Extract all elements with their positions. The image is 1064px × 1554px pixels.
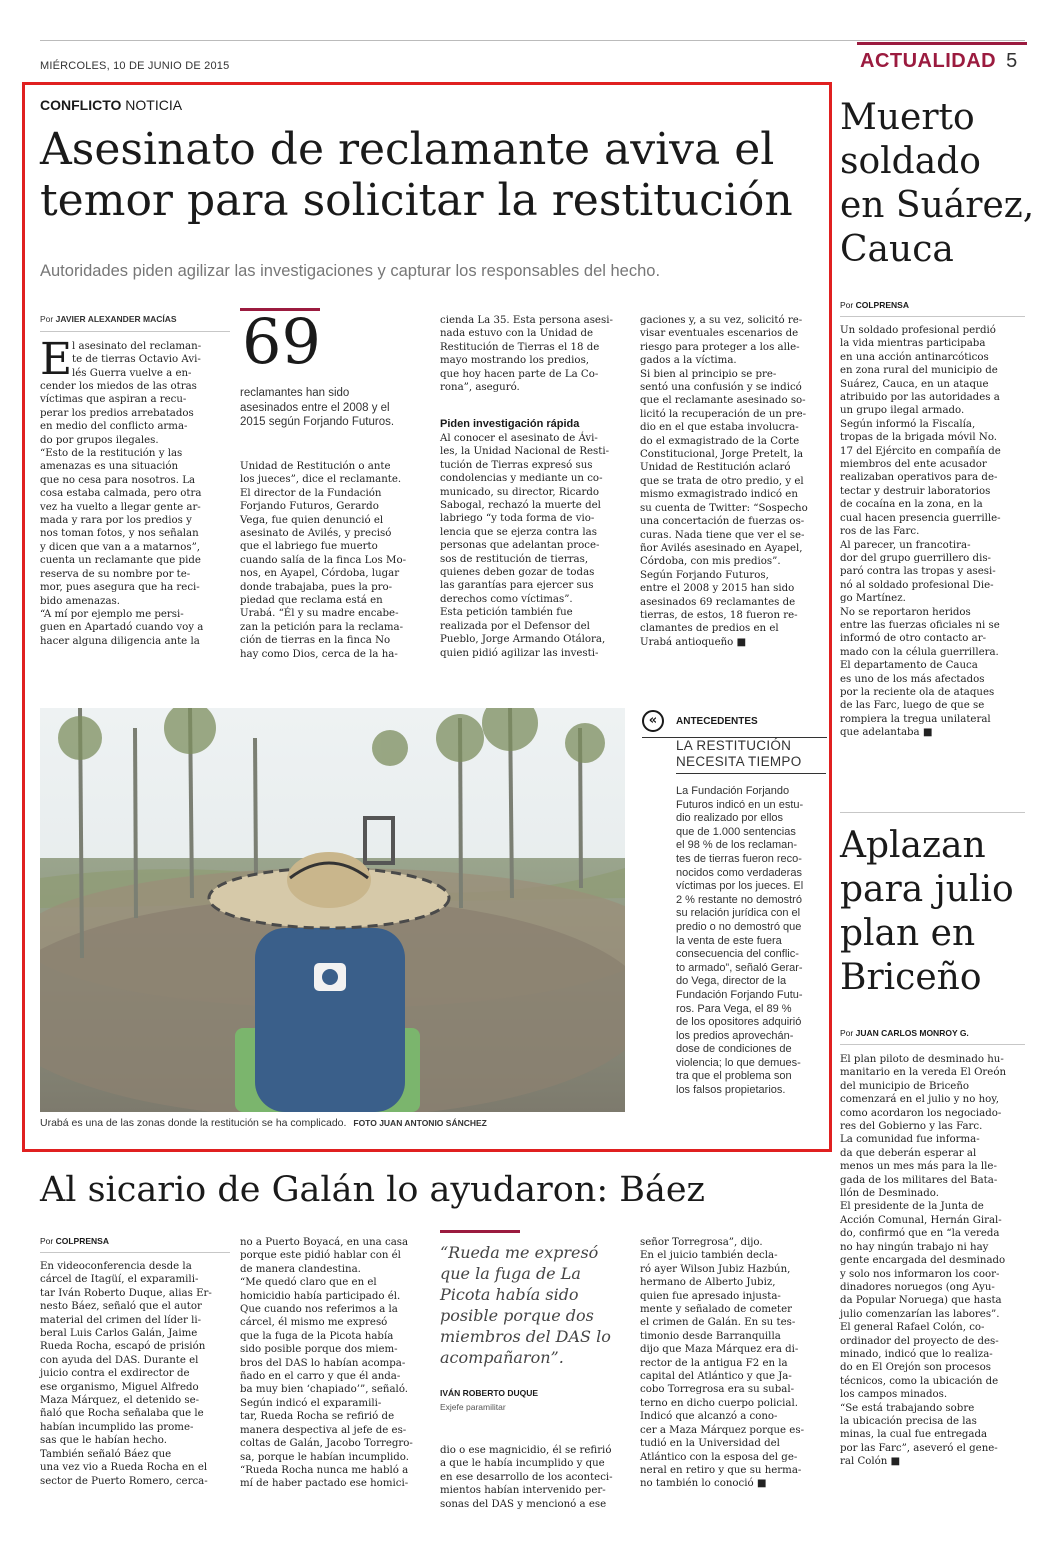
right1-byline-prefix: Por (840, 300, 854, 310)
right1-text: Un soldado profesional perdió la vida mientras participaba en una acción antinarcóticos en zona rural del municipio de Suárez, Cauca, en un ataque atribuido por las autoridades a un grupo ilegal armado. Según informó la Fiscalía, tropas de la brigada móvil No. 17 del Ejército en compañía de miembros del ente acusador realizaban operativos para de- tectar y destruir laboratorios de cocaína en la zona, en la cual hacen presencia guerrille- ros de las Farc. Al parecer, un francotira- dor del grupo guerrillero dis- paró contra las tropas y asesi- nó al soldado profesional Die- go Martínez. No se reportaron heridos entre las fuerzas oficiales ni se informó de otro contacto ar- mado con la célula guerrillera. El departamento de Cauca es uno de los más afectados por la reciente ola de ataques de las Farc, luego de que se rompiera la tregua unilateral que adelantaba ■ (840, 325, 1001, 739)
main-headline-line2: temor para solicitar la restitución (40, 175, 793, 226)
main-col3-subhead: Piden investigación rápida (440, 418, 580, 430)
right-divider (840, 812, 1025, 813)
main-headline (40, 124, 793, 226)
bottom-byline-name: COLPRENSA (55, 1236, 109, 1246)
page-number: 5 (1006, 50, 1018, 72)
main-col2: Unidad de Restitución o ante los jueces”, dice el reclamante. El director de la Fundación Forjando Futuros, Gerardo Vega, fue quien denunció el asesinato de Avilés, y precisó que el labriego fue muerto cuando salía de la finca Los Mo- nos, en Ayapel, Córdoba, lugar donde trabajaba, pues la pro- piedad que reclama está en Urabá. “Él y su madre encabe- zan la petición para la reclama- ción de tierras en la finca No hay como Dios, cerca de la ha- (240, 461, 407, 660)
main-col4: gaciones y, a su vez, solicitó re- visar eventuales escenarios de riesgo para proteger a los alle- gados a la víctima. Si bien al principio se pre- sentó una confusión y se indicó que el reclamante asesinado so- licitó la recuperación de un pre- dio en el que estaba involucra- do el exmagistrado de la Corte Constitucional, Jorge Pretelt, la Unidad de Restitución aclaró que se trata de otro predio, y el mismo exmagistrado indicó en su cuenta de Twitter: “Sospecho una concertación de fuerzas os- curas. Nada tiene que ver el se- ñor Avilés asesinado en Ayapel, Córdoba, con mis predios”. Según Forjando Futuros, entre el 2008 y 2015 han sido asesinados 69 reclamantes de tierras, de estos, 18 fueron re- clamantes de predios en el Urabá antioqueño ■ (640, 315, 808, 648)
main-headline-line1: Asesinato de reclamante aviva el (40, 124, 775, 175)
main-col3b: Al conocer el asesinato de Ávi- les, la Unidad Nacional de Resti- tución de Tierras expresó sus condolencias y mediante un co- municado, su director, Ricardo Sabogal, rechazó la muerte del labriego “y toda forma de vio- lencia que se ejerza contra las personas que adelantan proce- sos de restitución de tierras, quienes deben gozar de todas las garantías para ejercer sus derechos como víctimas”. Esta petición también fue realizada por el Defensor del Pueblo, Jorge Armando Otálora, quien pidió agilizar las investi- (440, 433, 610, 659)
dropcap: E (40, 334, 73, 385)
sidebar-title (676, 738, 802, 769)
byline-rule (40, 331, 230, 332)
sidebar-text: La Fundación Forjando Futuros indicó en un estu- dio realizado por ellos que de 1.000 sentencias el 98 % de los reclaman- tes de tierras fueron reco- nocidos como verdaderas víctimas por los jueces. El 2 % restante no demostró su relación jurídica con el predio o no demostró que la venta de este fuera consecuencia del conflic- to armado”, señaló Gerar- do Vega, director de la Fundación Forjando Futu- ros. Para Vega, el 89 % de los opositores adquirió los predios aprovechán- dose de condiciones de violencia; lo que demues- tra que el problema son los falsos propietarios. (676, 785, 804, 1097)
section-name: ACTUALIDAD (860, 50, 997, 72)
sidebar-icon: « (642, 710, 664, 732)
right2-byline-rule (840, 1044, 1025, 1045)
pull-quote: “Rueda me expresó que la fuga de La Picota había sido posible porque dos miembros del DAS lo acompañaron”. (440, 1243, 611, 1367)
photo-caption-line (40, 1117, 487, 1129)
photo-illustration (40, 708, 625, 1112)
main-byline (40, 314, 177, 324)
quote-author: IVÁN ROBERTO DUQUE (440, 1388, 539, 1398)
main-subhead: Autoridades piden agilizar las investigaciones y capturar los responsables del hecho. (40, 262, 661, 280)
right1-byline-name: COLPRENSA (855, 300, 909, 310)
bottom-byline-rule (40, 1252, 230, 1253)
quote-role: Exjefe paramilitar (440, 1402, 506, 1412)
kicker-bold: CONFLICTO (40, 97, 122, 113)
bottom-col1: En videoconferencia desde la cárcel de Itagüí, el exparamili- tar Iván Roberto Duque, alias Er- nesto Báez, señaló que el autor material del crimen del líder li- beral Luis Carlos Galán, Jaime Rueda Rocha, escapó de prisión con ayuda del DAS. Durante el juicio contra el exdirector de ese organismo, Miguel Alfredo Maza Márquez, el detenido se- ñaló que Rocha señalaba que le habían incumplido las prome- sas que le habían hecho. También señaló Báez que una vez vio a Rueda Rocha en el sector de Puerto Romero, cerca- (40, 1261, 212, 1487)
quote-rule (440, 1230, 520, 1233)
sidebar-title-rule (676, 773, 826, 774)
right2-text: El plan piloto de desminado hu- manitario en la vereda El Oreón del municipio de Briceño comenzará en el julio y no hoy, como acordaron los negociado- res del Gobierno y las Farc. La comunidad fue informa- da que deberán esperar al menos un mes más para la lle- gada de los militares del Bata- llón de Desminado. El presidente de la Junta de Acción Comunal, Hernán Giral- do, confirmó que en “la vereda no hay ningún trabajo ni hay gente encargada del desminado y solo nos informaron los coor- dinadores noruegos (ong Ayu- da Popular Noruega) que hasta julio comenzarían las labores”. El general Rafael Colón, co- ordinador del proyecto de des- minado, indicó que lo realiza- do en El Orejón son procesos técnicos, como la ubicación de los campos minados. “Se está trabajando sobre la ubicación precisa de las minas, la cual fue entregada por las Farc”, aseveró el gene- ral Colón ■ (840, 1054, 1007, 1468)
right2-byline-prefix: Por (840, 1028, 854, 1038)
right2-byline (840, 1028, 969, 1038)
bottom-byline (40, 1236, 109, 1246)
right1-byline-rule (840, 316, 1025, 317)
byline-name: JAVIER ALEXANDER MACÍAS (55, 314, 177, 324)
sidebar-title-line1: LA RESTITUCIÓN (676, 738, 792, 753)
main-col3a: cienda La 35. Esta persona asesi- nada estuvo con la Unidad de Restitución de Tierras el 18 de mayo mostrando los predios, que hoy hacen parte de La Co- rona”, aseguró. (440, 315, 613, 394)
right2-byline-name: JUAN CARLOS MONROY G. (855, 1028, 969, 1038)
bottom-headline: Al sicario de Galán lo ayudaron: Báez (40, 1170, 705, 1210)
right1-headline: Muerto soldado en Suárez, Cauca (840, 97, 1035, 270)
section-label (860, 50, 1018, 73)
main-col1-dropcap-lines: l asesinato del reclaman- te de tierras Octavio Avi- lés Guerra vuelve a en- (72, 341, 202, 379)
kicker (40, 97, 182, 113)
main-col1: cender los miedos de las otras víctimas que aspiran a recu- perar los predios arrebatados en medio del conflicto arma- do por grupos ilegales. “Esto de la restitución y las amenazas es una situación que no cesa para nosotros. La cosa estaba calmada, pero otra vez ha vuelto a llegar gente ar- mada y rara por los predios y nos toman fotos, y nos señalan y dicen que van a a matarnos”, cuenta un reclamante que pide reserva de su nombre por te- mor, pues asegura que ha reci- bido amenazas. “A mí por ejemplo me persi- guen en Apartadó cuando voy a hacer alguna diligencia ante la (40, 381, 204, 647)
bottom-col2: no a Puerto Boyacá, en una casa porque este pidió hablar con él de manera clandestina. “Me quedó claro que en el homicidio había participado él. Que cuando nos referimos a la cárcel, él mismo me expresó que la fuga de la Picota había sido posible porque dos miem- bros del DAS lo habían acompa- ñado en el carro y que él anda- ba muy bien ‘chapiado’”, señaló. Según indicó el exparamili- tar, Rueda Rocha se refirió de manera despectiva al jefe de es- coltas de Galán, Jacobo Torregro- sa, porque le habían incumplido. “Rueda Rocha nunca me habló a mí de haber pactado ese homici- (240, 1237, 413, 1490)
stat-number: 69 (242, 305, 321, 378)
stat-text: reclamantes han sido asesinados entre el 2008 y el 2015 según Forjando Futuros. (240, 387, 395, 428)
top-rule (40, 40, 1025, 41)
masthead-date: MIÉRCOLES, 10 DE JUNIO DE 2015 (40, 60, 230, 72)
byline-prefix: Por (40, 314, 54, 324)
photo-credit: FOTO JUAN ANTONIO SÁNCHEZ (353, 1118, 487, 1128)
photo-caption: Urabá es una de las zonas donde la restitución se ha complicado. (40, 1117, 347, 1129)
right1-byline (840, 300, 909, 310)
section-marker-bar (857, 42, 1027, 45)
sidebar-title-line2: NECESITA TIEMPO (676, 753, 802, 769)
bottom-col3: dio o ese magnicidio, él se refirió a que le había incumplido y que en ese desarrollo de los aconteci- mientos habían intervenido per- sonas del DAS y mencionó a ese (440, 1445, 613, 1510)
bottom-col4: señor Torregrosa”, dijo. En el juicio también decla- ró ayer Wilson Jubiz Hazbún, hermano de Alberto Jubiz, quien fue apresado injusta- mente y señalado de cometer el crimen de Galán. En su tes- timonio desde Barranquilla dijo que Maza Márquez era di- rector de la antigua F2 en la capital del Atlántico y que Ja- cobo Torregrosa era su subal- terno en dicho cuerpo policial. Indicó que alcanzó a cono- cer a Maza Márquez porque es- tudió en la Universidad del Atlántico con la esposa del ge- neral en retiro y que su herma- no también lo conoció ■ (640, 1237, 805, 1490)
main-photo (40, 708, 625, 1112)
bottom-byline-prefix: Por (40, 1236, 54, 1246)
sidebar-label: ANTECEDENTES (676, 716, 758, 727)
right2-headline: Aplazan para julio plan en Briceño (840, 825, 1014, 998)
kicker-regular: NOTICIA (125, 97, 183, 113)
